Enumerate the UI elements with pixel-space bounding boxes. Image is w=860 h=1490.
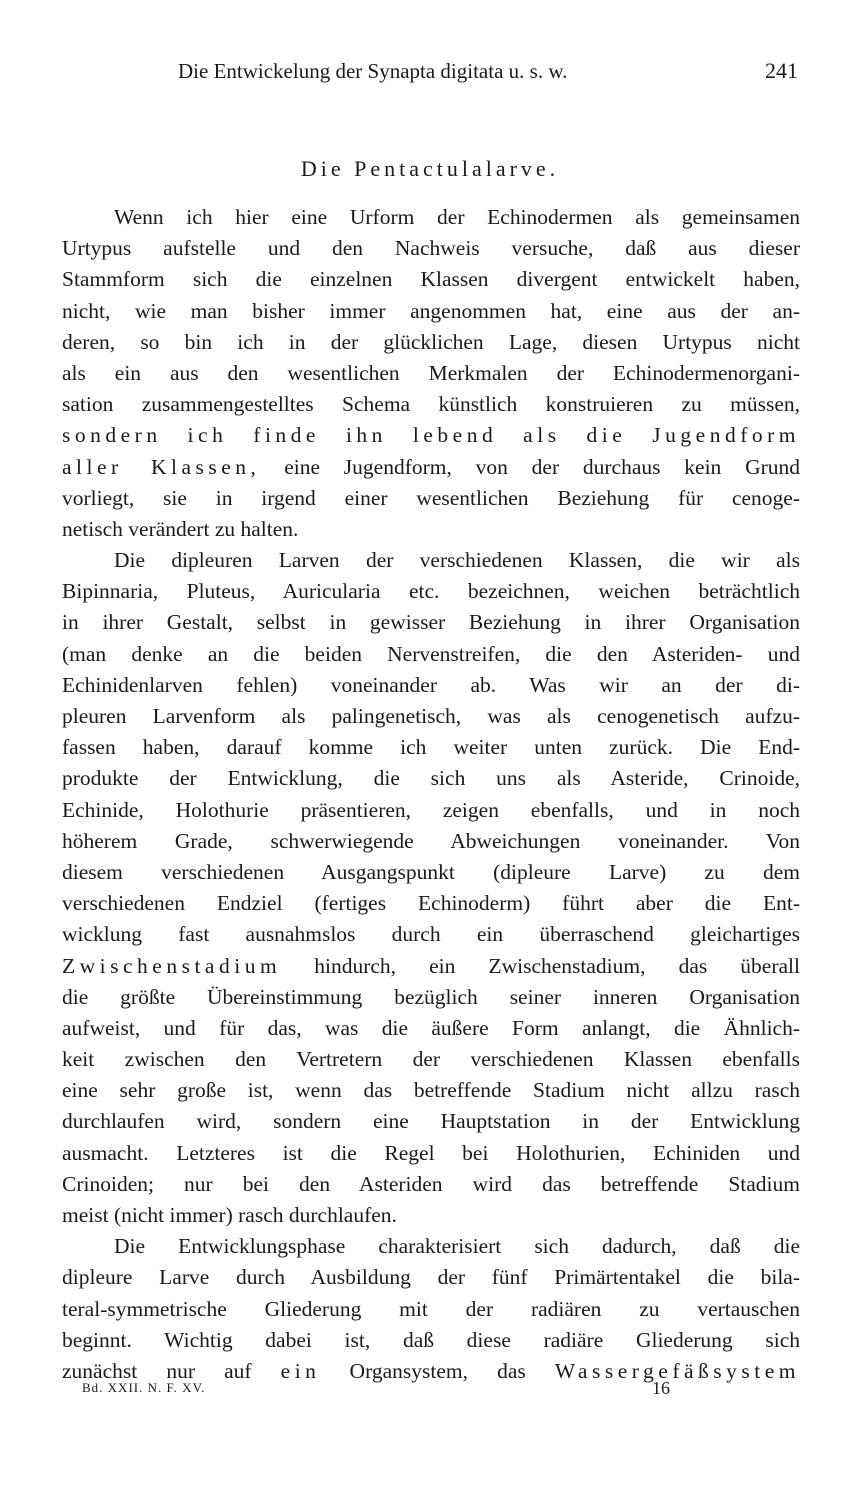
text-fragment: eine Jugendform, von der durchaus kein Grund: [284, 454, 801, 479]
spaced-emphasis: aller Klassen,: [62, 454, 261, 479]
text-line: dipleure Larve durch Ausbildung der fünf Primärtentakel die bila-: [62, 1265, 800, 1290]
text-line: Die dipleuren Larven der verschiedenen Klassen, die wir als: [114, 548, 800, 573]
text-line: eine sehr große ist, wenn das betreffende Stadium nicht allzu rasch: [62, 1078, 800, 1103]
spaced-emphasis: Wassergefäßsystem: [554, 1358, 800, 1383]
text-line: Die Entwicklungsphase charakterisiert sich dadurch, daß die: [114, 1234, 800, 1259]
text-line: sondern ich finde ihn lebend als die Jugendform: [62, 423, 800, 448]
text-line: deren, so bin ich in der glücklichen Lage, diesen Urtypus nicht: [62, 329, 800, 354]
text-line: Wenn ich hier eine Urform der Echinodermen als gemeinsamen: [114, 205, 800, 229]
text-line: diesem verschiedenen Ausgangspunkt (dipleure Larve) zu dem: [62, 859, 800, 884]
text-fragment: hindurch, ein Zwischenstadium, das überall: [314, 953, 800, 978]
text-line: beginnt. Wichtig dabei ist, daß diese radiäre Gliederung sich: [62, 1327, 800, 1352]
page-number: 241: [765, 58, 798, 83]
text-line: sation zusammengestelltes Schema künstlich konstruieren zu müssen,: [62, 392, 800, 417]
text-line: keit zwischen den Vertretern der verschiedenen Klassen ebenfalls: [62, 1047, 800, 1072]
text-line: vorliegt, sie in irgend einer wesentlichen Beziehung für cenoge-: [62, 485, 800, 510]
text-line: Urtypus aufstelle und den Nachweis versuche, daß aus dieser: [62, 236, 800, 261]
text-line: pleuren Larvenform als palingenetisch, was als cenogenetisch aufzu-: [62, 704, 800, 728]
signature-mark: 16: [652, 1378, 670, 1398]
section-title: Die Pentactulalarve.: [300, 156, 560, 181]
text-line: verschiedenen Endziel (fertiges Echinoderm) führt aber die Ent-: [62, 891, 800, 916]
text-line: als ein aus den wesentlichen Merkmalen der Echinodermenorgani-: [62, 360, 800, 385]
text-fragment: zunächst nur auf: [62, 1358, 252, 1383]
spaced-emphasis: ein: [280, 1358, 321, 1383]
text-line: höherem Grade, schwerwiegende Abweichungen voneinander. Von: [62, 828, 800, 853]
text-line: ausmacht. Letzteres ist die Regel bei Holothurien, Echiniden und: [62, 1140, 800, 1165]
text-line: Bipinnaria, Pluteus, Auricularia etc. bezeichnen, weichen beträchtlich: [62, 579, 800, 604]
text-line: die größte Übereinstimmung bezüglich seiner inneren Organisation: [62, 984, 800, 1009]
text-line: Stammform sich die einzelnen Klassen divergent entwickelt haben,: [62, 267, 800, 292]
text-line: teral-symmetrische Gliederung mit der radiären zu vertauschen: [62, 1296, 800, 1321]
text-line: (man denke an die beiden Nervenstreifen, die den Asteriden- und: [62, 641, 800, 666]
text-line: aufweist, und für das, was die äußere Form anlangt, die Ähnlich-: [62, 1015, 800, 1040]
text-line: netisch verändert zu halten.: [62, 516, 299, 541]
volume-note: Bd. XXII. N. F. XV.: [82, 1380, 206, 1395]
text-line-mixed: [62, 452, 800, 483]
text-line: durchlaufen wird, sondern eine Hauptstation in der Entwicklung: [62, 1109, 800, 1134]
body-text: [62, 202, 800, 1387]
text-line: Crinoiden; nur bei den Asteriden wird das betreffende Stadium: [62, 1171, 800, 1196]
text-line: Echinide, Holothurie präsentieren, zeigen ebenfalls, und in noch: [62, 797, 800, 822]
text-line: fassen haben, darauf komme ich weiter unten zurück. Die End-: [62, 735, 800, 760]
text-line: wicklung fast ausnahmslos durch ein überraschend gleichartiges: [62, 922, 800, 947]
text-line: produkte der Entwicklung, die sich uns als Asteride, Crinoide,: [62, 766, 800, 791]
spaced-emphasis: Zwischenstadium: [62, 953, 282, 978]
text-line: Echinidenlarven fehlen) voneinander ab. Was wir an der di-: [62, 672, 800, 697]
text-line: nicht, wie man bisher immer angenommen hat, eine aus der an-: [62, 298, 800, 323]
text-fragment: Organsystem, das: [349, 1358, 526, 1383]
text-line: meist (nicht immer) rasch durchlaufen.: [62, 1203, 397, 1227]
text-line-mixed: [62, 951, 800, 982]
text-line: in ihrer Gestalt, selbst in gewisser Beziehung in ihrer Organisation: [62, 610, 800, 635]
running-title: Die Entwickelung der Synapta digitata u. s. w.: [178, 59, 568, 83]
